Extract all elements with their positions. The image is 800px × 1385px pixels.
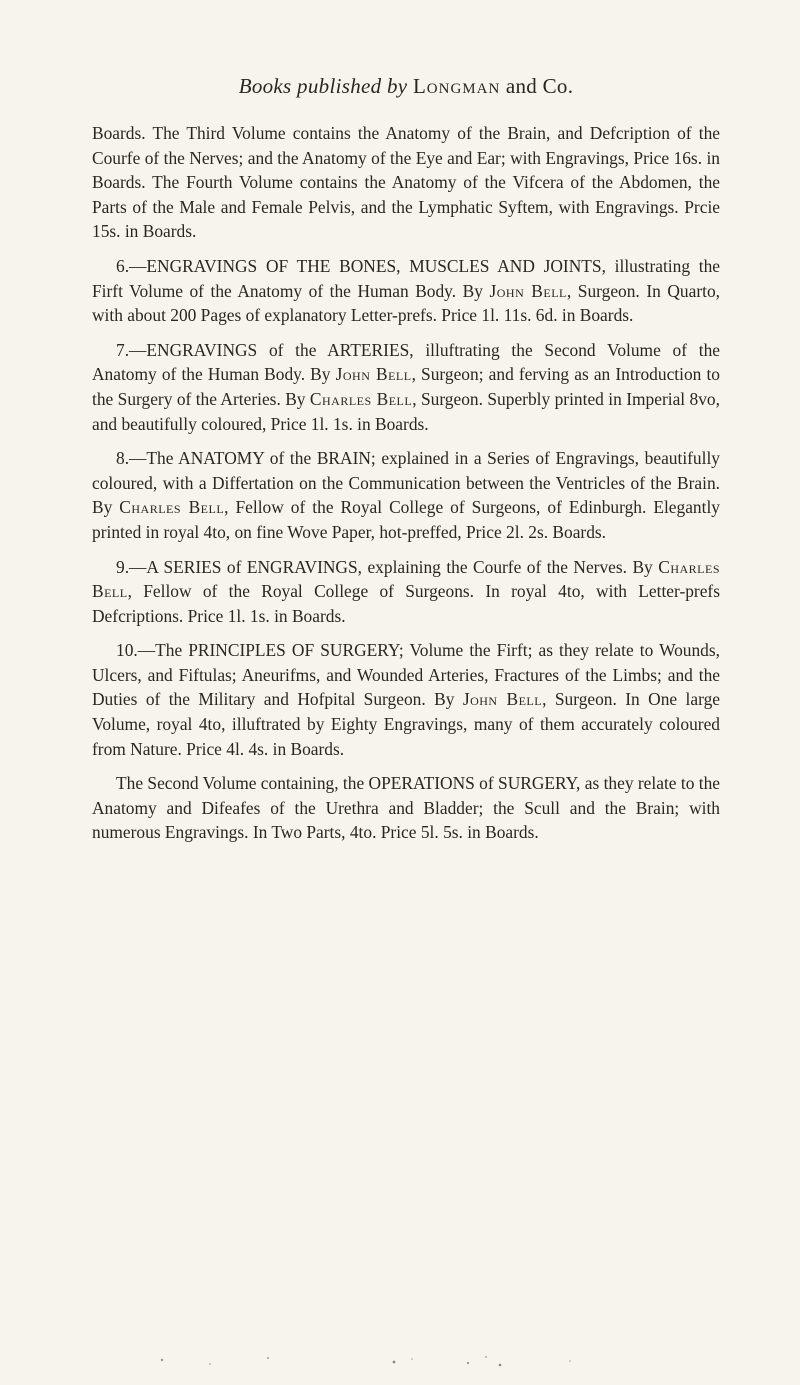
publisher-name: Longman (412, 74, 501, 98)
running-head (92, 74, 720, 99)
entry-text: 7.—ENGRAVINGS of the ARTERIES, illuftrating the Second Volume of the Anatomy of the Human Body. By (92, 339, 720, 385)
entry-text: , Fellow of the Royal College of Surgeons. In royal 4to, with Letter-prefs Defcriptions. Price 1l. 1s. in Boards. (92, 581, 720, 626)
entry-6-engravings-bones (92, 254, 720, 328)
entry-boards-continued (92, 121, 720, 244)
entry-text: , Surgeon. Superbly printed in Imperial 8vo, and beautifully coloured, Price 1l. 1s. in Boards. (92, 388, 720, 434)
entry-text: Boards. The Third Volume contains the Anatomy of the Brain, and Defcription of the Courfe of the Nerves; and the Anatomy of the Eye and Ear; with Engravings, Price 16s. in Boards. The Fourth Volume contains the Anatomy of the Vifcera of the Abdomen, the Parts of the Male and Female Pelvis, and the Lymphatic Syftem, with Engravings. Prcie 15s. in Boards. (92, 123, 720, 242)
author-name: John Bell (462, 689, 543, 710)
entry-text: , Surgeon. In One large Volume, royal 4to, illuftrated by Eighty Engravings, many of them accurately coloured from Nature. Price 4l. 4s. in Boards. (92, 689, 720, 759)
author-name: Charles Bell (309, 388, 413, 409)
entry-text: 9.—A SERIES of ENGRAVINGS, explaining the Courfe of the Nerves. By (116, 556, 659, 577)
author-name: John Bell (489, 280, 567, 301)
entry-text: , Surgeon. In Quarto, with about 200 Pages of explanatory Letter-prefs. Price 1l. 11s. 6d. in Boards. (92, 280, 721, 326)
running-head-and-co: and Co. (505, 74, 574, 98)
entry-text: 8.—The ANATOMY of the BRAIN; explained in a Series of Engravings, beautifully coloured, with a Differtation on the Communication between the Ventricles of the Brain. By (92, 448, 720, 518)
entry-text: 6.—ENGRAVINGS OF THE BONES, MUSCLES AND JOINTS, illustrating the Firft Volume of the Anatomy of the Human Body. By (92, 255, 720, 301)
entry-7-engravings-arteries (92, 338, 720, 436)
entry-text: , Surgeon; and ferving as an Introduction to the Surgery of the Arteries. By (92, 364, 720, 409)
author-name: John Bell (335, 364, 412, 385)
author-name: Charles Bell (92, 556, 720, 602)
entry-second-volume (92, 771, 720, 845)
paper-specks-decoration (150, 1352, 650, 1372)
entry-9-series-engravings (92, 555, 720, 629)
entry-10-principles-surgery (92, 638, 720, 761)
entry-text: The Second Volume containing, the OPERATIONS of SURGERY, as they relate to the Anatomy and Difeafes of the Urethra and Bladder; the Scull and the Brain; with numerous Engravings. In Two Parts, 4to. Price 5l. 5s. in Boards. (92, 773, 720, 843)
entry-text: 10.—The PRINCIPLES OF SURGERY; Volume the Firft; as they relate to Wounds, Ulcers, and Fiftulas; Aneurifms, and Wounded Arteries, Fractures of the Limbs; and the Duties of the Military and Hofpital Surgeon. By (92, 640, 720, 710)
author-name: Charles Bell (119, 497, 225, 518)
entry-8-anatomy-brain (92, 446, 720, 544)
running-head-italic: Books published by (238, 74, 408, 98)
entry-text: , Fellow of the Royal College of Surgeons, of Edinburgh. Elegantly printed in royal 4to, on fine Wove Paper, hot-preffed, Price 2l. 2s. Boards. (92, 497, 720, 542)
